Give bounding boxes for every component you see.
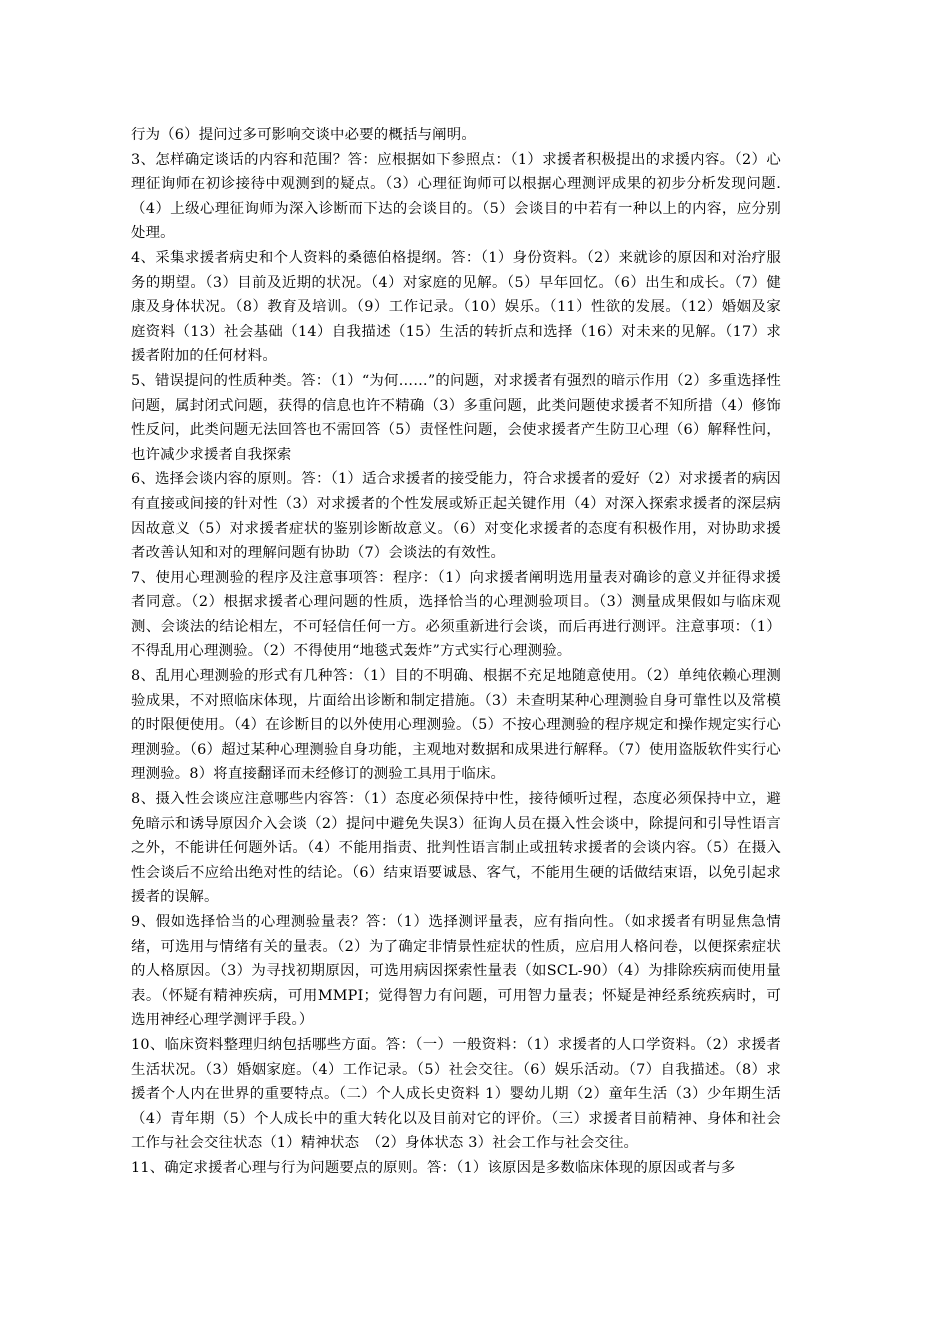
paragraph-item-8a: 8、乱用心理测验的形式有几种答：（1）目的不明确、根据不充足地随意使用。（2）单纯依赖心理测验成果，不对照临床体现，片面给出诊断和制定措施。（3）未查明某种心理测验自身可靠性以及常模的时限便使用。（4）在诊断目的以外使用心理测验。（5）不按心理测验的程序规定和操作规定实行心理测验。（6）超过某种心理测验自身功能，主观地对数据和成果进行解释。（7）使用盗版软件实行心理测验。8）将直接翻译而未经修订的测验工具用于临床。 — [131, 668, 781, 783]
document-body — [131, 123, 781, 1181]
paragraph-item-3: 3、怎样确定谈话的内容和范围？答：应根据如下参照点：（1）求援者积极提出的求援内容。（2）心理征询师在初诊接待中观测到的疑点。（3）心理征询师可以根据心理测评成果的初步分析发现问题.（4）上级心理征询师为深入诊断而下达的会谈目的。（5）会谈目的中若有一种以上的内容，应分别处理。 — [131, 151, 781, 242]
paragraph-continuation: 行为（6）提问过多可影响交谈中必要的概括与阐明。 — [131, 127, 476, 143]
paragraph-item-5: 5、错误提问的性质种类。答：（1）“为何……”的问题，对求援者有强烈的暗示作用（2）多重选择性问题，属封闭式问题，获得的信息也许不精确（3）多重问题，此类问题使求援者不知所措（4）修饰性反问，此类问题无法回答也不需回答（5）责怪性问题，会使求援者产生防卫心理（6）解释性问，也许减少求援者自我探索 — [131, 372, 781, 463]
paragraph-item-8b: 8、摄入性会谈应注意哪些内容答：（1）态度必须保持中性，接待倾听过程，态度必须保持中立，避免暗示和诱导原因介入会谈（2）提问中避免失误3）征询人员在摄入性会谈中，除提问和引导性语言之外，不能讲任何题外话。（4）不能用指责、批判性语言制止或扭转求援者的会谈内容。（5）在摄入性会谈后不应给出绝对性的结论。（6）结束语要诚恳、客气，不能用生硬的话做结束语，以免引起求援者的误解。 — [131, 791, 781, 906]
paragraph-item-4: 4、采集求援者病史和个人资料的桑德伯格提纲。答：（1）身份资料。（2）来就诊的原因和对治疗服务的期望。（3）目前及近期的状况。（4）对家庭的见解。（5）早年回忆。（6）出生和成长。（7）健康及身体状况。（8）教育及培训。（9）工作记录。（10）娱乐。（11）性欲的发展。（12）婚姻及家庭资料（13）社会基础（14）自我描述（15）生活的转折点和选择（16）对未来的见解。（17）求援者附加的任何材料。 — [131, 249, 781, 365]
paragraph-item-10: 10、临床资料整理归纳包括哪些方面。答：（一）一般资料：（1）求援者的人口学资料。（2）求援者生活状况。（3）婚姻家庭。（4）工作记录。（5）社会交往。（6）娱乐活动。（7）自我描述。（8）求援者个人内在世界的重要特点。（二）个人成长史资料 1）婴幼儿期（2）童年生活（3）少年期生活（4）青年期（5）个人成长中的重大转化以及目前对它的评价。（三）求援者目前精神、身体和社会工作与社会交往状态（1）精神状态 （2）身体状态 3）社会工作与社会交往。 — [131, 1036, 781, 1152]
paragraph-item-7: 7、使用心理测验的程序及注意事项答：程序：（1）向求援者阐明选用量表对确诊的意义并征得求援者同意。（2）根据求援者心理问题的性质，选择恰当的心理测验项目。（3）测量成果假如与临床观测、会谈法的结论相左，不可轻信任何一方。必须重新进行会谈，而后再进行测评。注意事项：（1）不得乱用心理测验。（2）不得使用“地毯式轰炸”方式实行心理测验。 — [131, 569, 781, 660]
paragraph-item-6: 6、选择会谈内容的原则。答：（1）适合求援者的接受能力，符合求援者的爱好（2）对求援者的病因有直接或间接的针对性（3）对求援者的个性发展或矫正起关键作用（4）对深入探索求援者的深层病因故意义（5）对求援者症状的鉴别诊断故意义。（6）对变化求援者的态度有积极作用，对协助求援者改善认知和对的理解问题有协助（7）会谈法的有效性。 — [131, 471, 781, 562]
paragraph-item-9: 9、假如选择恰当的心理测验量表？答：（1）选择测评量表，应有指向性。（如求援者有明显焦急情绪，可选用与情绪有关的量表。（2）为了确定非情景性症状的性质，应启用人格问卷，以便探索症状的人格原因。（3）为寻找初期原因，可选用病因探索性量表（如SCL-90）（4）为排除疾病而使用量表。（怀疑有精神疾病，可用MMPI；觉得智力有问题，可用智力量表；怀疑是神经系统疾病时，可选用神经心理学测评手段。） — [131, 914, 781, 1029]
paragraph-item-11: 11、确定求援者心理与行为问题要点的原则。答：（1）该原因是多数临床体现的原因或者与多 — [131, 1159, 736, 1176]
